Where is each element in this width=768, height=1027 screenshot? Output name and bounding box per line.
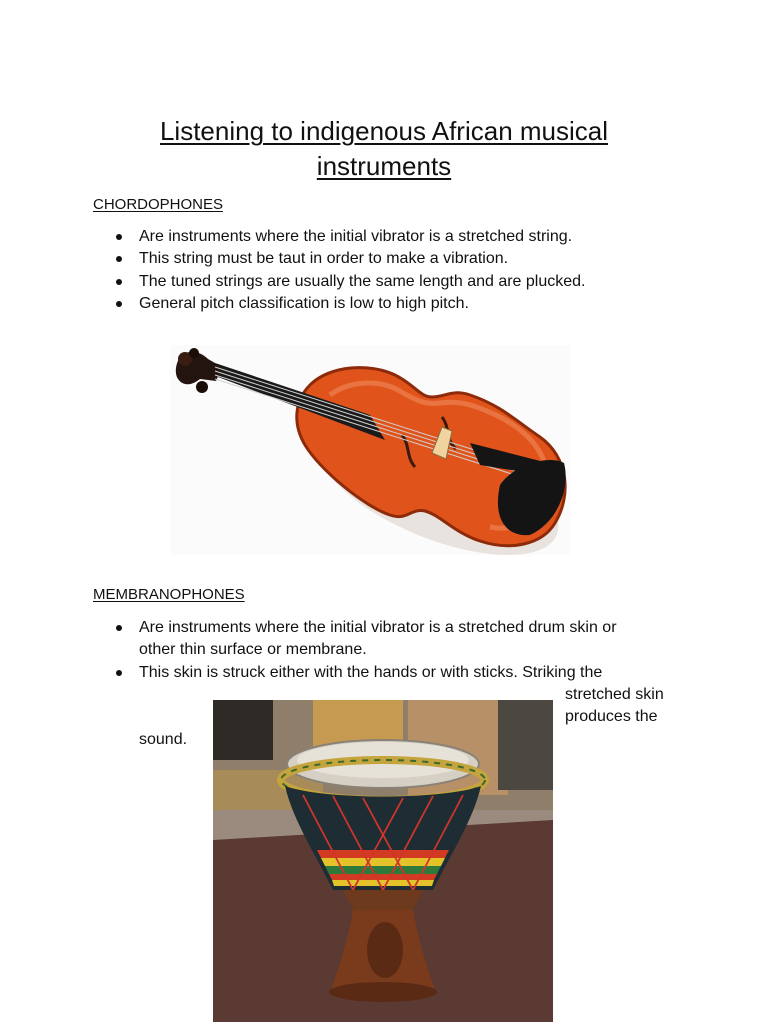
chordophones-heading: CHORDOPHONES xyxy=(93,196,224,213)
wrapped-text-line: stretched skin xyxy=(565,686,664,703)
list-item: The tuned strings are usually the same length and are plucked. xyxy=(0,271,659,293)
djembe-drum-image xyxy=(213,700,553,1022)
membranophones-list xyxy=(0,617,659,684)
list-item: Are instruments where the initial vibrator is a stretched string. xyxy=(0,226,659,248)
list-item: This string must be taut in order to make a vibration. xyxy=(0,248,659,270)
wrapped-text-line: produces the xyxy=(565,708,658,725)
violin-image xyxy=(170,345,570,555)
membranophones-heading: MEMBRANOPHONES xyxy=(93,586,245,603)
list-item: General pitch classification is low to high pitch. xyxy=(0,293,659,315)
list-item: Are instruments where the initial vibrator is a stretched drum skin or xyxy=(0,617,659,639)
wrapped-text-line: sound. xyxy=(139,731,188,748)
page-title: Listening to indigenous African musical instruments xyxy=(159,116,609,181)
list-item: This skin is struck either with the hands or with sticks. Striking the xyxy=(0,662,659,684)
list-item-continuation: other thin surface or membrane. xyxy=(139,641,367,659)
chordophones-list xyxy=(0,226,659,315)
